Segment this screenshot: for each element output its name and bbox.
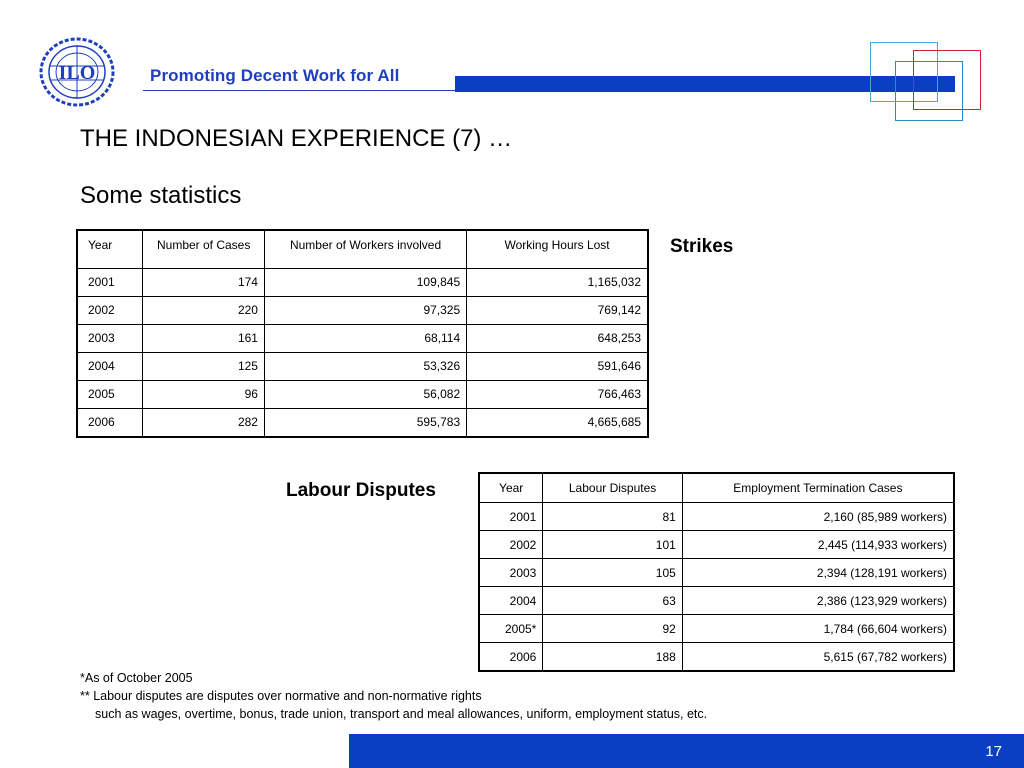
- table-cell: 2005*: [479, 615, 543, 643]
- table-header-row: [77, 230, 648, 268]
- strikes-label: Strikes: [670, 236, 734, 257]
- svg-text:ILO: ILO: [58, 62, 96, 84]
- column-header: Number of Workers involved: [264, 230, 466, 268]
- table-cell: 2005: [77, 380, 143, 408]
- table-cell: 5,615 (67,782 workers): [682, 643, 954, 672]
- table-cell: 68,114: [264, 324, 466, 352]
- table-cell: 2001: [479, 503, 543, 531]
- table-cell: 63: [543, 587, 682, 615]
- table-cell: 648,253: [467, 324, 648, 352]
- table-row: [479, 643, 954, 672]
- table-row: [77, 380, 648, 408]
- table-row: [77, 408, 648, 437]
- table-row: [77, 268, 648, 296]
- footnote-as-of: *As of October 2005: [80, 671, 193, 685]
- ilo-logo: [36, 36, 118, 108]
- header-title: Promoting Decent Work for All: [150, 66, 400, 85]
- table-cell: 2006: [479, 643, 543, 672]
- slide-subtitle: Some statistics: [80, 182, 242, 209]
- header-rule: [143, 90, 455, 91]
- column-header: Working Hours Lost: [467, 230, 648, 268]
- column-header: Employment Termination Cases: [682, 473, 954, 503]
- column-header: Year: [479, 473, 543, 503]
- table-cell: 92: [543, 615, 682, 643]
- footer-bar: [349, 734, 1024, 768]
- table-cell: 769,142: [467, 296, 648, 324]
- column-header: Number of Cases: [143, 230, 265, 268]
- table-cell: 188: [543, 643, 682, 672]
- slide-title: THE INDONESIAN EXPERIENCE (7) …: [80, 125, 513, 152]
- table-cell: 1,784 (66,604 workers): [682, 615, 954, 643]
- table-row: [479, 615, 954, 643]
- table-row: [77, 324, 648, 352]
- table-cell: 174: [143, 268, 265, 296]
- footnote-definition: ** Labour disputes are disputes over normative and non-normative rights: [80, 689, 482, 703]
- table-cell: 2002: [479, 531, 543, 559]
- table-cell: 2,160 (85,989 workers): [682, 503, 954, 531]
- table-cell: 53,326: [264, 352, 466, 380]
- table-cell: 766,463: [467, 380, 648, 408]
- table-cell: 97,325: [264, 296, 466, 324]
- column-header: Labour Disputes: [543, 473, 682, 503]
- table-cell: 1,165,032: [467, 268, 648, 296]
- table-cell: 2006: [77, 408, 143, 437]
- decorative-square: [913, 50, 981, 110]
- table-cell: 96: [143, 380, 265, 408]
- table-cell: 105: [543, 559, 682, 587]
- table-row: [479, 503, 954, 531]
- page-number: 17: [985, 743, 1002, 760]
- table-row: [479, 559, 954, 587]
- table-cell: 591,646: [467, 352, 648, 380]
- ilo-emblem-icon: [36, 36, 118, 108]
- strikes-table: [76, 229, 649, 438]
- table-row: [479, 531, 954, 559]
- table-cell: 56,082: [264, 380, 466, 408]
- table-cell: 161: [143, 324, 265, 352]
- table-row: [77, 296, 648, 324]
- table-cell: 2,386 (123,929 workers): [682, 587, 954, 615]
- table-cell: 2003: [77, 324, 143, 352]
- table-cell: 4,665,685: [467, 408, 648, 437]
- table-cell: 109,845: [264, 268, 466, 296]
- table-cell: 2,394 (128,191 workers): [682, 559, 954, 587]
- table-cell: 282: [143, 408, 265, 437]
- table-cell: 2001: [77, 268, 143, 296]
- labour-disputes-label: Labour Disputes: [286, 480, 436, 501]
- table-cell: 2,445 (114,933 workers): [682, 531, 954, 559]
- table-cell: 125: [143, 352, 265, 380]
- table-cell: 2002: [77, 296, 143, 324]
- table-cell: 2003: [479, 559, 543, 587]
- table-cell: 101: [543, 531, 682, 559]
- table-cell: 220: [143, 296, 265, 324]
- column-header: Year: [77, 230, 143, 268]
- table-row: [479, 587, 954, 615]
- table-cell: 595,783: [264, 408, 466, 437]
- table-cell: 81: [543, 503, 682, 531]
- table-cell: 2004: [479, 587, 543, 615]
- table-cell: 2004: [77, 352, 143, 380]
- table-row: [77, 352, 648, 380]
- table-header-row: [479, 473, 954, 503]
- footnote-examples: such as wages, overtime, bonus, trade union, transport and meal allowances, uniform, employment status, etc.: [95, 707, 708, 721]
- labour-disputes-table: [478, 472, 955, 672]
